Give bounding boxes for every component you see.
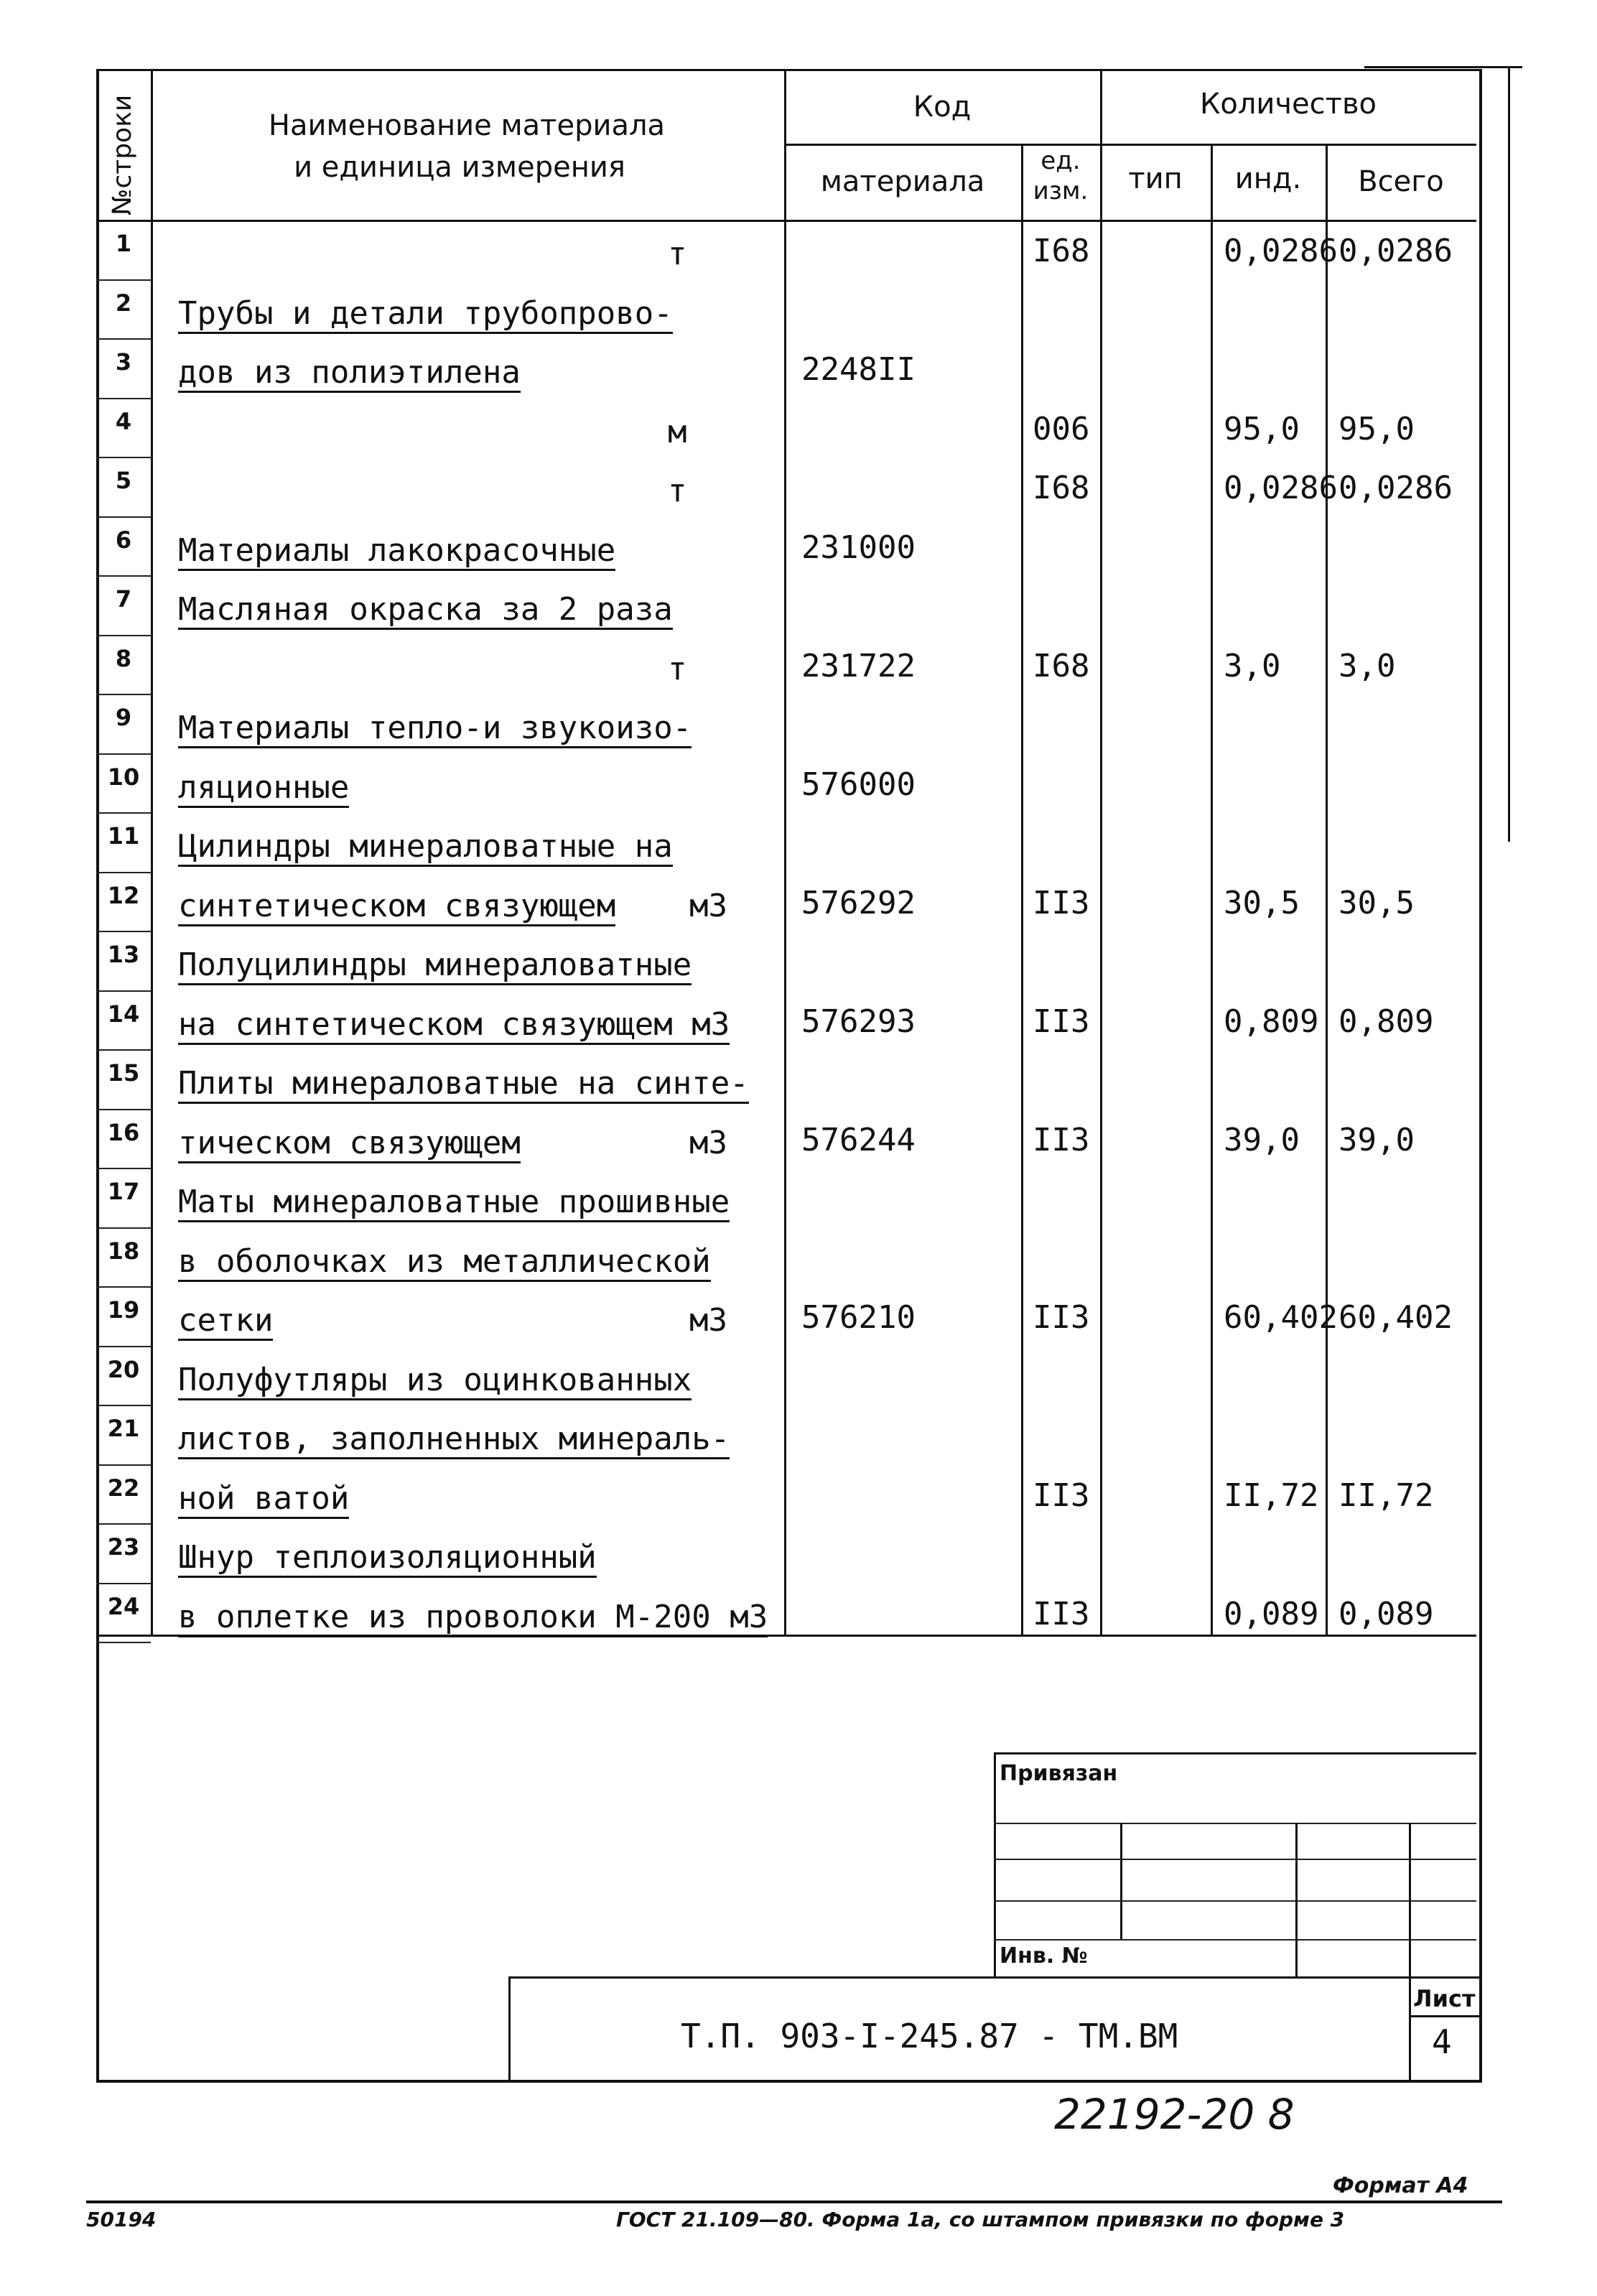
row-number: 23 bbox=[107, 1533, 140, 1561]
row-separator bbox=[96, 1227, 151, 1229]
row-code: 576210 bbox=[801, 1299, 916, 1336]
col-line-type bbox=[1211, 144, 1213, 1635]
stamp-top-line bbox=[994, 1752, 1476, 1754]
row-separator bbox=[96, 1346, 151, 1347]
row-unit-code: II3 bbox=[1033, 1595, 1090, 1632]
handwritten-number: 22192-20 8 bbox=[1054, 2090, 1295, 2139]
row-qty-total: 30,5 bbox=[1338, 884, 1415, 921]
stamp-col-line-2 bbox=[1295, 1823, 1298, 1978]
row-number: 10 bbox=[107, 763, 140, 791]
row-separator bbox=[96, 812, 151, 814]
row-name: в оплетке из проволоки М-200 м3 bbox=[178, 1599, 768, 1637]
row-name: Трубы и детали трубопрово- bbox=[178, 295, 673, 334]
row-code: 576244 bbox=[801, 1121, 916, 1158]
row-separator bbox=[96, 457, 151, 458]
row-qty-total: 39,0 bbox=[1338, 1121, 1415, 1158]
col-line-rownum bbox=[151, 69, 153, 1635]
row-name: м bbox=[668, 413, 687, 450]
row-name: Материалы тепло-и звукоизо- bbox=[178, 710, 692, 748]
code-header: Код bbox=[913, 90, 972, 124]
row-separator bbox=[96, 398, 151, 399]
footer-line bbox=[86, 2200, 1502, 2203]
sheet-cell-line bbox=[1409, 2015, 1479, 2017]
row-separator bbox=[96, 516, 151, 518]
row-name: Плиты минераловатные на синте- bbox=[178, 1065, 749, 1104]
row-qty-ind: 30,5 bbox=[1224, 884, 1300, 921]
footer-left-code: 50194 bbox=[86, 2208, 157, 2231]
unit-header-line1: ед. bbox=[1040, 147, 1081, 175]
row-number-header: №строки bbox=[108, 94, 137, 215]
row-qty-ind: 39,0 bbox=[1224, 1121, 1300, 1158]
row-separator bbox=[96, 694, 151, 695]
row-name: Маты минераловатные прошивные bbox=[178, 1184, 730, 1222]
row-number: 7 bbox=[115, 585, 132, 613]
stamp-col-line-1 bbox=[1120, 1823, 1122, 1939]
row-qty-total: 95,0 bbox=[1338, 410, 1415, 447]
row-qty-total: 60,402 bbox=[1338, 1299, 1453, 1336]
row-separator bbox=[96, 1583, 151, 1584]
row-separator bbox=[96, 872, 151, 873]
stamp-linked-label: Привязан bbox=[1000, 1761, 1118, 1786]
col-line-ind bbox=[1326, 144, 1328, 1635]
row-qty-total: 0,089 bbox=[1338, 1595, 1434, 1632]
col-line-unit bbox=[1100, 69, 1102, 1635]
row-number: 6 bbox=[115, 526, 132, 554]
row-code: 2248II bbox=[801, 351, 916, 388]
row-number: 11 bbox=[107, 822, 140, 850]
row-unit-code: I68 bbox=[1033, 647, 1090, 684]
stamp-col-line-3 bbox=[1409, 1823, 1411, 2081]
ind-header: инд. bbox=[1234, 162, 1302, 195]
row-qty-ind: 0,0286 bbox=[1224, 233, 1338, 269]
titleblock-left-line bbox=[508, 1976, 511, 2081]
row-number: 8 bbox=[115, 644, 132, 672]
row-name: в оболочках из металлической bbox=[178, 1243, 711, 1282]
right-margin-line bbox=[1508, 66, 1510, 842]
stamp-left-line bbox=[994, 1752, 996, 1978]
row-unit-code: I68 bbox=[1033, 470, 1090, 506]
row-name: Масляная окраска за 2 раза bbox=[178, 591, 673, 630]
row-number: 24 bbox=[107, 1592, 140, 1620]
row-number: 4 bbox=[115, 407, 132, 435]
row-number: 19 bbox=[107, 1296, 140, 1324]
row-unit-suffix: м3 bbox=[689, 1124, 727, 1161]
sheet-label: Лист bbox=[1413, 1985, 1476, 2012]
row-number: 21 bbox=[107, 1415, 140, 1442]
row-unit-code: II3 bbox=[1033, 884, 1090, 921]
name-header-line1: Наименование материала bbox=[268, 109, 666, 142]
row-separator bbox=[96, 753, 151, 755]
row-qty-ind: II,72 bbox=[1224, 1477, 1319, 1514]
row-name: ной ватой bbox=[178, 1480, 349, 1519]
col-line-name bbox=[784, 69, 786, 1635]
stamp-grid-line-1 bbox=[994, 1823, 1476, 1824]
row-number: 22 bbox=[107, 1474, 140, 1502]
row-qty-ind: 3,0 bbox=[1224, 647, 1281, 684]
unit-header-line2: изм. bbox=[1033, 177, 1089, 205]
sheet-number: 4 bbox=[1432, 2022, 1452, 2061]
titleblock-top-line bbox=[508, 1976, 1479, 1979]
document-designation: Т.П. 903-I-245.87 - ТМ.ВМ bbox=[681, 2017, 1178, 2055]
row-number: 9 bbox=[115, 704, 132, 731]
row-separator bbox=[96, 635, 151, 636]
row-separator bbox=[96, 1168, 151, 1169]
row-name: т bbox=[668, 650, 687, 687]
row-unit-code: II3 bbox=[1033, 1299, 1090, 1336]
row-qty-ind: 0,809 bbox=[1224, 1003, 1319, 1040]
top-edge-line bbox=[1364, 66, 1522, 68]
row-separator bbox=[96, 575, 151, 577]
row-code: 231722 bbox=[801, 647, 916, 684]
row-name: Цилиндры минераловатные на bbox=[178, 828, 673, 867]
header-mid-line bbox=[784, 144, 1476, 146]
header-bottom-line bbox=[96, 220, 1476, 222]
row-number: 5 bbox=[115, 467, 132, 494]
stamp-inv-label: Инв. № bbox=[1000, 1943, 1088, 1969]
row-qty-ind: 60,402 bbox=[1224, 1299, 1338, 1336]
row-unit-code: I68 bbox=[1033, 233, 1090, 269]
row-number: 14 bbox=[107, 1000, 140, 1028]
row-qty-ind: 0,089 bbox=[1224, 1595, 1319, 1632]
col-line-code bbox=[1021, 144, 1023, 1635]
quantity-header: Количество bbox=[1199, 88, 1377, 121]
row-qty-ind: 0,0286 bbox=[1224, 470, 1338, 506]
row-number: 2 bbox=[115, 289, 132, 317]
row-unit-suffix: м3 bbox=[689, 1302, 727, 1339]
row-separator bbox=[96, 1405, 151, 1406]
table-top-line bbox=[96, 69, 1479, 71]
total-header: Всего bbox=[1358, 165, 1444, 198]
row-qty-ind: 95,0 bbox=[1224, 410, 1300, 447]
row-qty-total: 3,0 bbox=[1338, 647, 1396, 684]
row-separator bbox=[96, 1109, 151, 1110]
row-number: 16 bbox=[107, 1118, 140, 1146]
row-name: Материалы лакокрасочные bbox=[178, 532, 615, 571]
row-separator bbox=[96, 990, 151, 992]
row-name: сетки bbox=[178, 1302, 273, 1341]
row-code: 576292 bbox=[801, 884, 916, 921]
row-name: Полуцилиндры минераловатные bbox=[178, 947, 692, 985]
row-code: 231000 bbox=[801, 529, 916, 566]
row-qty-total: II,72 bbox=[1338, 1477, 1434, 1514]
code-material-header: материала bbox=[820, 165, 985, 198]
row-separator bbox=[96, 1642, 151, 1643]
stamp-grid-line-2 bbox=[994, 1859, 1476, 1860]
name-header-line2: и единица измерения bbox=[294, 151, 625, 184]
row-unit-suffix: м3 bbox=[689, 887, 727, 924]
row-unit-code: II3 bbox=[1033, 1003, 1090, 1040]
row-name: Шнур теплоизоляционный bbox=[178, 1539, 597, 1578]
row-name: на синтетическом связующем м3 bbox=[178, 1006, 730, 1045]
row-number: 12 bbox=[107, 881, 140, 909]
row-unit-code: II3 bbox=[1033, 1477, 1090, 1514]
row-code: 576000 bbox=[801, 766, 916, 803]
stamp-grid-line-4 bbox=[994, 1939, 1476, 1941]
type-header: тип bbox=[1128, 162, 1183, 195]
row-name: синтетическом связующем bbox=[178, 888, 615, 926]
stamp-grid-line-3 bbox=[994, 1900, 1476, 1902]
row-separator bbox=[96, 931, 151, 932]
row-code: 576293 bbox=[801, 1003, 916, 1040]
row-number: 13 bbox=[107, 941, 140, 968]
row-separator bbox=[96, 1523, 151, 1525]
format-label: Формат А4 bbox=[1333, 2173, 1468, 2198]
row-number: 1 bbox=[115, 230, 132, 257]
row-number: 3 bbox=[115, 348, 132, 376]
row-number: 17 bbox=[107, 1178, 140, 1205]
row-separator bbox=[96, 1049, 151, 1051]
row-name: Полуфутляры из оцинкованных bbox=[178, 1362, 692, 1400]
row-unit-code: II3 bbox=[1033, 1121, 1090, 1158]
row-number: 18 bbox=[107, 1237, 140, 1265]
row-unit-code: 006 bbox=[1033, 410, 1090, 447]
row-separator bbox=[96, 279, 151, 281]
row-name: тическом связующем bbox=[178, 1125, 521, 1163]
row-name: т bbox=[668, 473, 687, 509]
row-number: 20 bbox=[107, 1355, 140, 1383]
row-qty-total: 0,0286 bbox=[1338, 470, 1453, 506]
row-separator bbox=[96, 1464, 151, 1466]
row-name: ляционные bbox=[178, 769, 349, 808]
row-number: 15 bbox=[107, 1059, 140, 1087]
row-separator bbox=[96, 338, 151, 340]
row-name: листов, заполненных минераль- bbox=[178, 1421, 730, 1459]
row-separator bbox=[96, 1286, 151, 1288]
row-name: т bbox=[668, 236, 687, 272]
footer-gost: ГОСТ 21.109—80. Форма 1а, со штампом привязки по форме 3 bbox=[616, 2208, 1345, 2231]
row-qty-total: 0,809 bbox=[1338, 1003, 1434, 1040]
row-name: дов из полиэтилена bbox=[178, 354, 521, 393]
row-qty-total: 0,0286 bbox=[1338, 233, 1453, 269]
